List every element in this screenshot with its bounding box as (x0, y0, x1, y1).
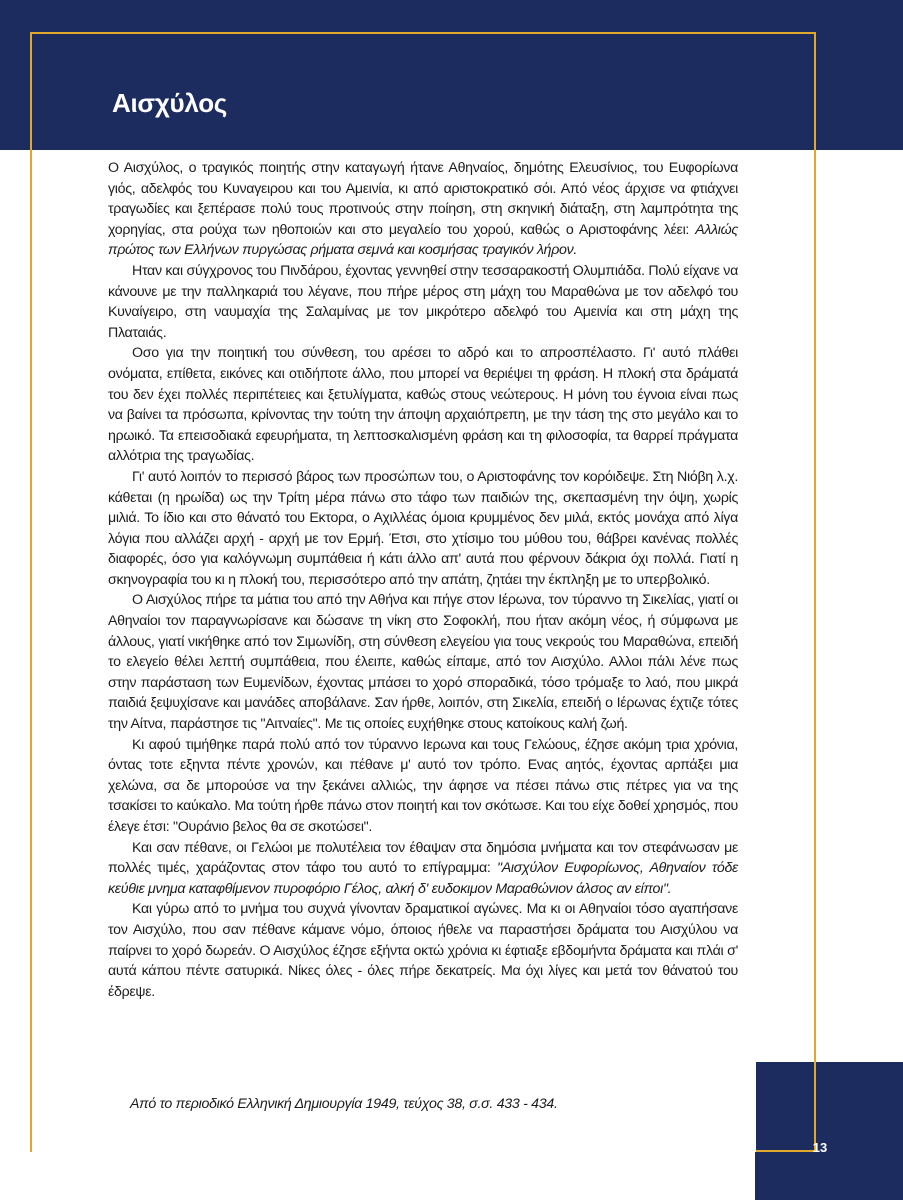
page-title: Αισχύλος (112, 88, 228, 118)
article-body (108, 158, 738, 1002)
paragraph-quote: "Αισχύλον Ευφορίωνος, Αθηναίον τόδε κεύθιε μνημα καταφθίμενον πυροφόριο Γέλος, αλκή δ' ευδοκιμον Μαραθώνιον άλσος αν είποι". (108, 860, 738, 897)
paragraph-text: Οσο για την ποιητική του σύνθεση, του αρέσει το αδρό και το απροσπέλαστο. Γι' αυτό πλάθει ονόματα, επίθετα, εικόνες και οτιδήποτε άλλο, που μπορεί να θεριέψει τη φράση. Η πλοκή στα δράματά του δεν έχει πολλές περιπέτειες και ξετυλίγματα, καθώς στους νεώτερους. Η μόνη του έγνοια είναι πως να βαίνει τα πρόσωπα, κρίνοντας την τούτη την άποψη αρχαιόπρεπη, με την τάση της στο μεγάλο και το ηρωικό. Τα επεισοδιακά εφευρήματα, τη λεπτοσκαλισμένη φράση και τη φιλοσοφία, τα θαρρεί πράγματα αλλότρια της τραγωδίας. (108, 345, 738, 465)
paragraph-text: Κι αφού τιμήθηκε παρά πολύ από τον τύραννο Ιερωνα και τους Γελώους, έζησε ακόμη τρια χρόνια, όντας τοτε εξηντα πέντε χρονών, και πέθανε μ' αυτό τον τρόπο. Ενας αητός, έχοντας αρπάξει μια χελώνα, σα δε μπορούσε να την ξεκάνει αλλιώς, την άφησε να πέσει πάνω στις πέτρες για να της τσακίσει το καύκαλο. Μα τούτη ήρθε πάνω στον ποιητή και τον σκότωσε. Και του είχε δοθεί χρησμός, που έλεγε έτσι: "Ουράνιο βελος θα σε σκοτώσει". (108, 736, 738, 835)
paragraph-text: Και σαν πέθανε, οι Γελώοι με πολυτέλεια τον έθαψαν στα δημόσια μνήματα και τον στεφάνωσαν με πολλές τιμές, χαράζοντας στον τάφο του αυτό το επίγραμμα: (108, 839, 738, 877)
source-note: Από το περιοδικό Ελληνική Δημιουργία 1949, τεύχος 38, σ.σ. 433 - 434. (130, 1096, 558, 1112)
paragraph (108, 261, 738, 343)
paragraph-quote: Αλλιώς πρώτος των Ελλήνων πυργώσας ρήματα σεμνά και κοσμήσας τραγικόν λήρον. (108, 221, 738, 259)
paragraph (108, 467, 738, 591)
paragraph-text: Και γύρω από το μνήμα του συχνά γίνονταν δραματικοί αγώνες. Μα κι οι Αθηναίοι τόσο αγαπήσανε τον Αισχύλο, που σαν πέθανε κάμανε νόμο, όποιος ήθελε να παραστήσει δράματα του Αισχύλου να παίρνει το χορό δωρεάν. Ο Αισχύλος έζησε εξήντα οκτώ χρόνια κι έφτιαξε εβδομήντα δράματα και πλάι σ' αυτά κάπου πέντε σατυρικά. Νίκες όλες - όλες πήρε δεκατρείς. Μα όχι λίγες και μετά τον θάνατού του έδρεψε. (108, 901, 738, 1000)
paragraph (108, 899, 738, 1002)
paragraph (108, 343, 738, 467)
paragraph-text: Γι' αυτό λοιπόν το περισσό βάρος των προσώπων του, ο Αριστοφάνης τον κορόιδεψε. Στη Νιόβη λ.χ. κάθεται (η ηρωίδα) ως την Τρίτη μέρα πάνω στο τάφο των παιδιών της, σκεπασμένη την όψη, χωρίς μιλιά. Το ίδιο και στο θάνατό του Εκτορα, ο Αχιλλέας όμοια κρυμμένος δεν μιλά, εκτός μονάχα από λίγα λόγια που αλλάζει αρχή - αρχή με τον Ερμή. Έτσι, στο χτίσιμο του μύθου του, θάβρει κανένας πολλές διαφορές, όσο για καλόγνωμη συμπάθεια ή κάτι άλλο απ' αυτά που φέρνουν δάκρια όχι πολλά. Γιατί η σκηνογραφία του κι η πλοκή του, περισσότερο από την απάτη, ζητάει την έκπληξη με το υπερβολικό. (108, 468, 738, 588)
paragraph-text: Ο Αισχύλος πήρε τα μάτια του από την Αθήνα και πήγε στον Ιέρωνα, τον τύραννο τη Σικελίας, γιατί οι Αθηναίοι τον παραγνωρίσανε και δώσανε τη νίκη στο Σοφοκλή, που ήταν ακόμη νέος, ή σύμφωνα με άλλους, γιατί νικήθηκε από τον Σιμωνίδη, στη σύνθεση ελεγείου για τους νεκρούς του Μαραθώνα, επειδή το ελεγείο θέλει λεπτή συμπάθεια, που έλειπε, καθώς είπαμε, από τον Αισχύλο. Αλλοι πάλι λένε πως στην παράσταση των Ευμενίδων, έχοντας μπάσει το χορό σποραδικά, τόσο τρόμαξε το λαό, που μικρά παιδιά ξεψυχίσανε και μανάδες αποβάλανε. Σαν ήρθε, λοιπόν, στη Σικελία, επειδή ο Ιέρωνας έχτιζε τότες την Αίτνα, παράστησε τις "Αιτναίες". Με τις οποίες ευχήθηκε στους κατοίκους καλή ζωή. (108, 592, 738, 733)
paragraph (108, 735, 738, 838)
paragraph (108, 590, 738, 734)
paragraph-text: Ηταν και σύγχρονος του Πινδάρου, έχοντας γεννηθεί στην τεσσαρακοστή Ολυμπιάδα. Πολύ είχανε να κάνουνε με την παλληκαριά του λέγανε, που πήρε μέρος στη μάχη του Μαραθώνα με τον αδελφό του Κυναίγειρο, στη ναυμαχία της Σαλαμίνας με τον μικρότερο αδελφό του Αμεινία και στη μάχη της Πλαταιάς. (108, 262, 738, 341)
paragraph (108, 838, 738, 900)
paragraph (108, 158, 738, 261)
page-number: 13 (812, 1140, 828, 1155)
paragraph-text: Ο Αισχύλος, ο τραγικός ποιητής στην καταγωγή ήτανε Αθηναίος, δημότης Ελευσίνιος, του Ευφορίωνα γιός, αδελφός του Κυναγειρου και του Αμεινία, κι από αριστοκρατικό σόι. Από νέος άρχισε να φτιάχνει τραγωδίες και ξεπέρασε πολύ τους προτινούς στην ποίηση, στη σκηνική διάταξη, στη λαμπρότητα της χορηγίας, στα ρούχα των ηθοποιών και στο μεγαλείο του χορού, καθώς ο Αριστοφάνης λέει: (108, 160, 738, 238)
